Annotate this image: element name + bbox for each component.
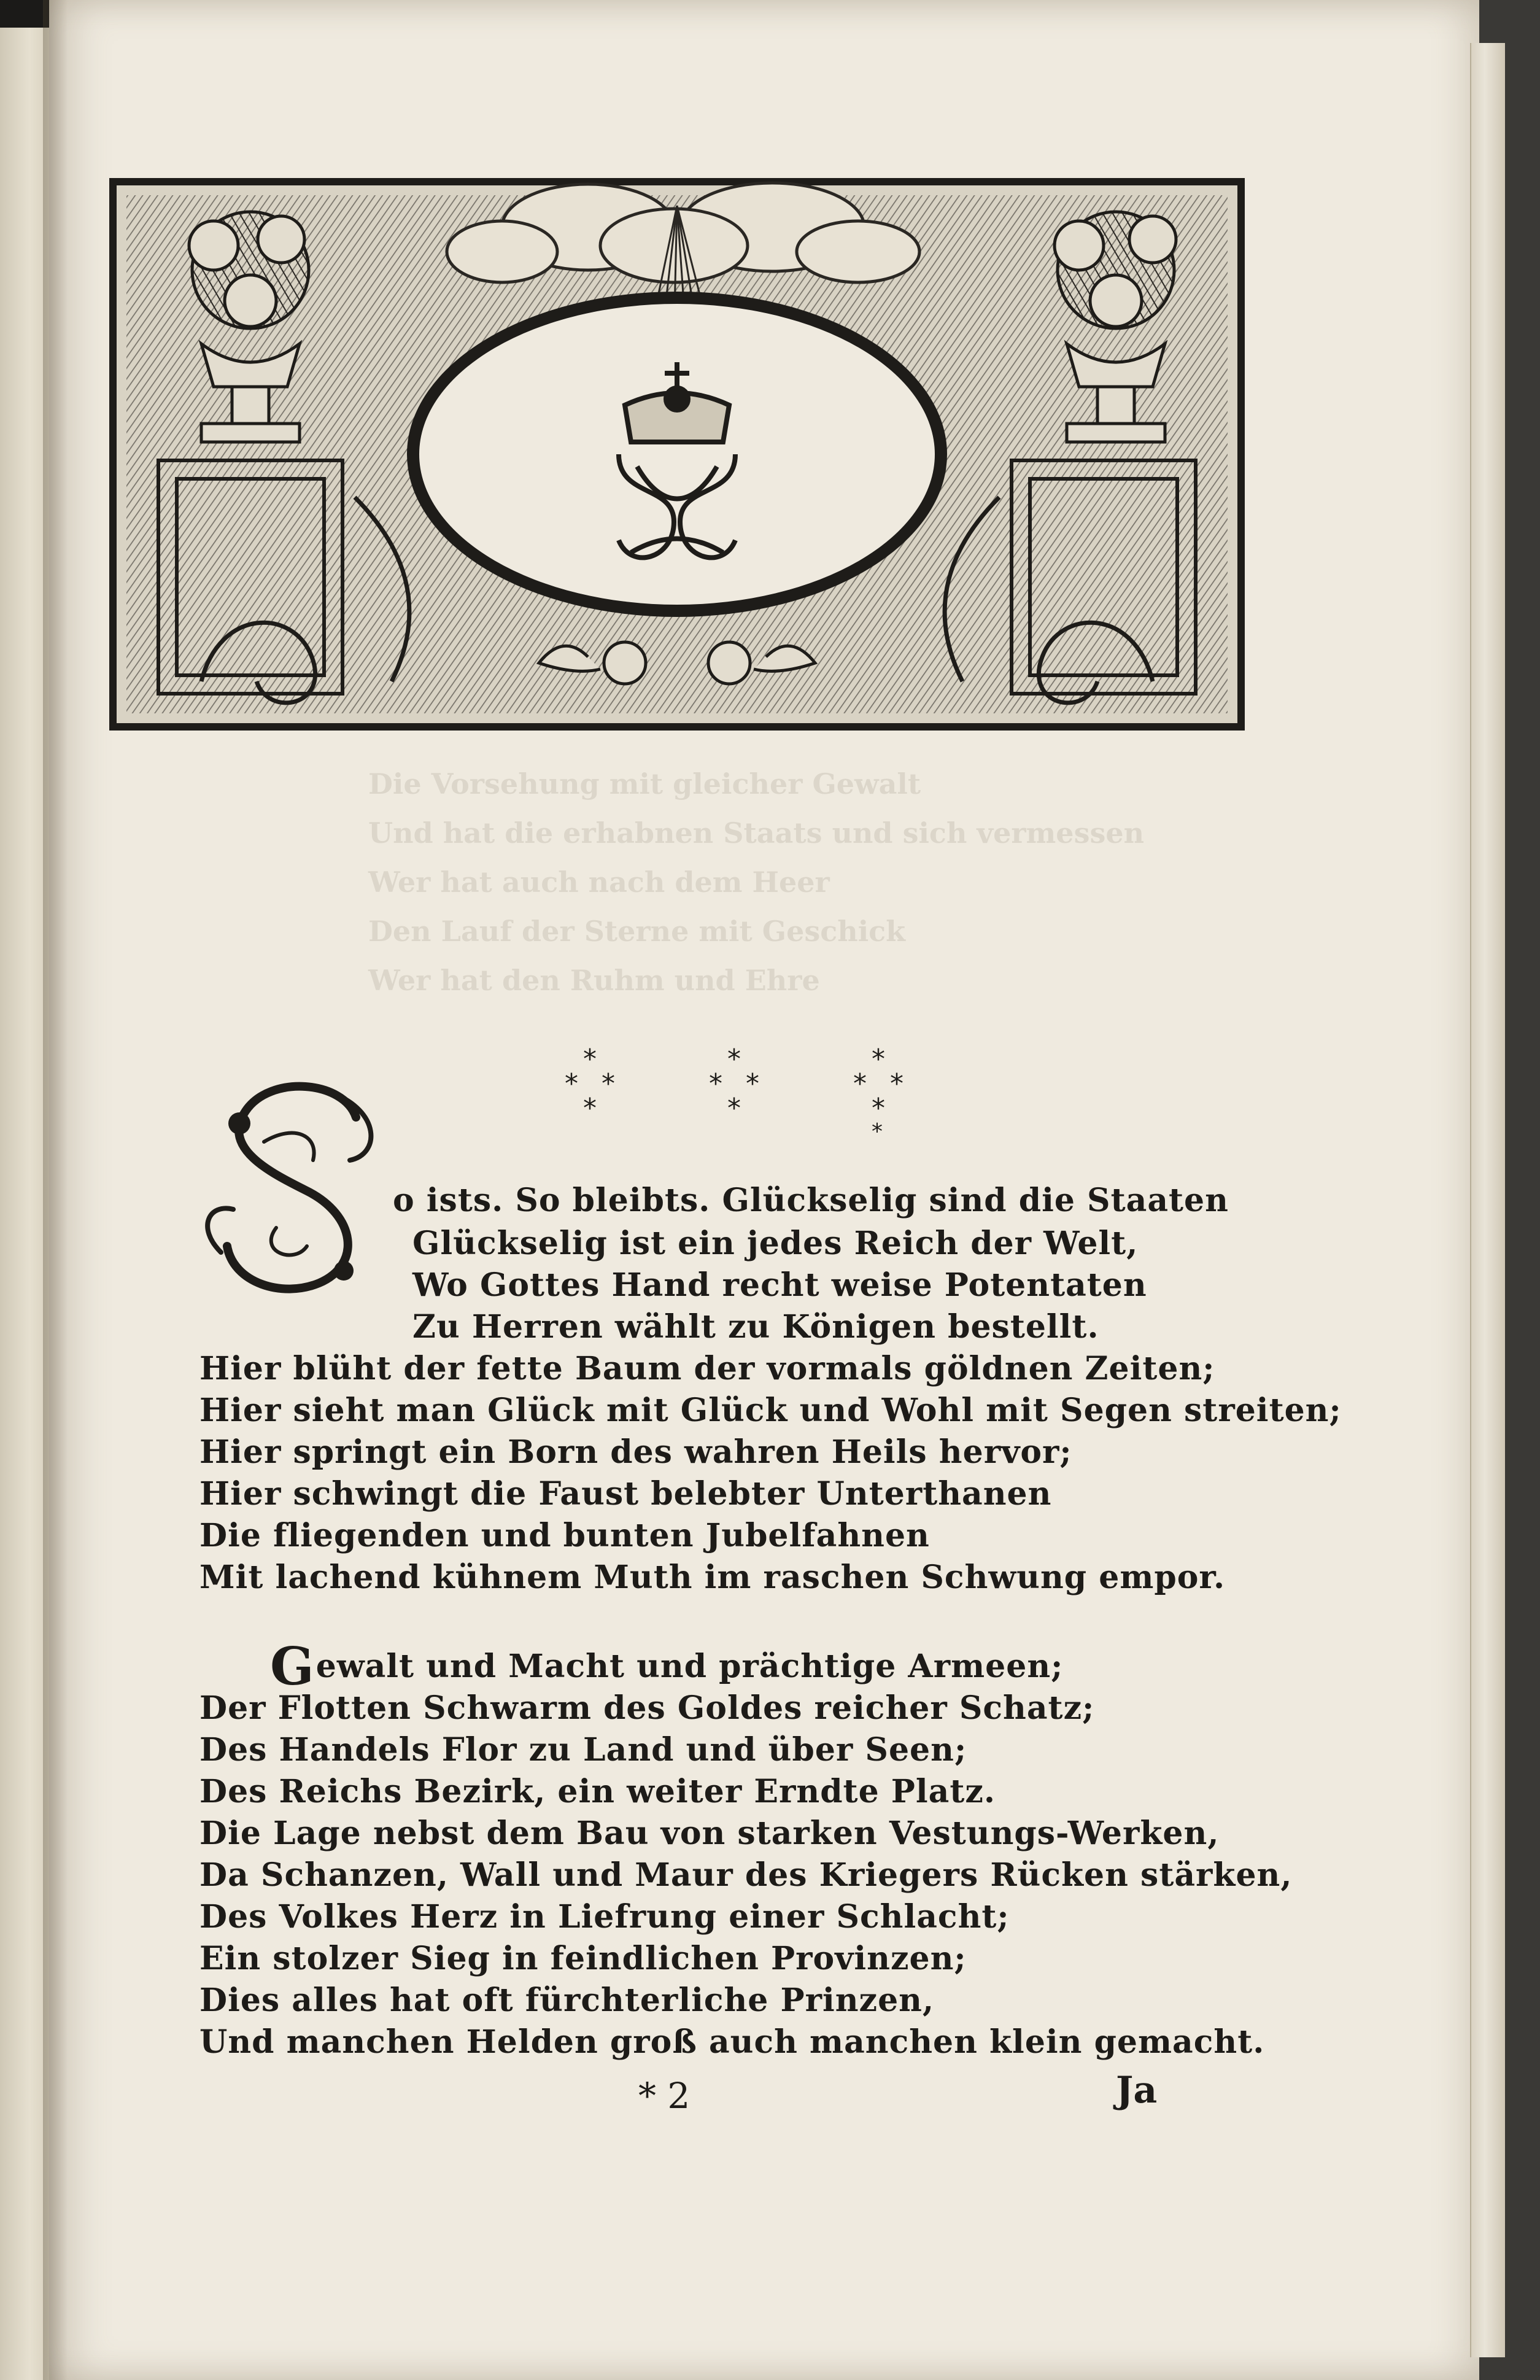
woodcut-header-ornament bbox=[109, 178, 1245, 731]
stanza1-line-10: Mit lachend kühnem Muth im raschen Schwung empor. bbox=[199, 1559, 1226, 1596]
stanza2-line-7: Des Volkes Herz in Liefrung einer Schlacht; bbox=[199, 1898, 1010, 1936]
svg-text:*: * bbox=[872, 1044, 885, 1075]
stanza2-line-9: Dies alles hat oft fürchterliche Prinzen, bbox=[199, 1982, 935, 2019]
stanza1-line-3: Wo Gottes Hand recht weise Potentaten bbox=[412, 1266, 1147, 1304]
stanza1-line-8: Hier schwingt die Faust belebter Unterthanen bbox=[199, 1475, 1052, 1513]
stanza2-line-4: Des Reichs Bezirk, ein weiter Erndte Platz. bbox=[199, 1773, 996, 1810]
stanza1-line-2: Glückselig ist ein jedes Reich der Welt, bbox=[412, 1225, 1139, 1262]
page-edge bbox=[1470, 43, 1505, 2357]
bleed-through-text: Den Lauf der Sterne mit Geschick bbox=[368, 915, 906, 948]
svg-text:*: * bbox=[565, 1068, 578, 1099]
svg-text:*: * bbox=[872, 1119, 883, 1142]
svg-text:*: * bbox=[872, 1093, 885, 1124]
stanza2-line-3: Des Handels Flor zu Land und über Seen; bbox=[199, 1731, 967, 1769]
bleed-through-text: Die Vorsehung mit gleicher Gewalt bbox=[368, 767, 921, 800]
svg-text:*: * bbox=[602, 1068, 615, 1099]
stanza1-line-6: Hier sieht man Glück mit Glück und Wohl mit Segen streiten; bbox=[199, 1392, 1342, 1429]
stanza1-line-1: o ists. So bleibts. Glückselig sind die Staaten bbox=[393, 1182, 1229, 1219]
svg-text:*: * bbox=[583, 1093, 597, 1124]
bleed-through-text: Wer hat auch nach dem Heer bbox=[368, 866, 830, 899]
stanza2-initial: G bbox=[270, 1636, 315, 1697]
decorated-initial-s bbox=[196, 1068, 393, 1301]
gutter-shadow bbox=[43, 0, 68, 2380]
signature-mark: * 2 bbox=[638, 2075, 691, 2117]
asterisk-ornament bbox=[565, 1044, 958, 1142]
stanza1-line-4: Zu Herren wählt zu Königen bestellt. bbox=[412, 1308, 1099, 1346]
bleed-through-text: Und hat die erhabnen Staats und sich vermessen bbox=[368, 816, 1145, 850]
svg-text:*: * bbox=[746, 1068, 759, 1099]
catchword: Ja bbox=[1116, 2069, 1158, 2112]
stanza1-line-5: Hier blüht der fette Baum der vormals göldnen Zeiten; bbox=[199, 1350, 1215, 1387]
stanza2-line-1 bbox=[270, 1636, 1063, 1697]
svg-text:*: * bbox=[727, 1044, 741, 1075]
stanza1-line-7: Hier springt ein Born des wahren Heils hervor; bbox=[199, 1433, 1072, 1471]
bleed-through-text: Wer hat den Ruhm und Ehre bbox=[368, 964, 820, 997]
stanza2-line-5: Die Lage nebst dem Bau von starken Vestungs-Werken, bbox=[199, 1815, 1220, 1852]
svg-text:*: * bbox=[727, 1093, 741, 1124]
svg-text:*: * bbox=[709, 1068, 722, 1099]
stanza2-line-6: Da Schanzen, Wall und Maur des Kriegers Rücken stärken, bbox=[199, 1856, 1293, 1894]
svg-text:*: * bbox=[890, 1068, 903, 1099]
stanza2-line-10: Und manchen Helden groß auch manchen klein gemacht. bbox=[199, 2023, 1265, 2061]
facing-page-edge bbox=[0, 0, 49, 2380]
stanza2-line-8: Ein stolzer Sieg in feindlichen Provinzen; bbox=[199, 1940, 967, 1977]
svg-text:*: * bbox=[853, 1068, 867, 1099]
stanza2-line-1-text: ewalt und Macht und prächtige Armeen; bbox=[315, 1648, 1064, 1685]
stanza2-line-2: Der Flotten Schwarm des Goldes reicher Schatz; bbox=[199, 1689, 1095, 1727]
svg-text:*: * bbox=[583, 1044, 597, 1075]
stanza1-line-9: Die fliegenden und bunten Jubelfahnen bbox=[199, 1517, 930, 1554]
